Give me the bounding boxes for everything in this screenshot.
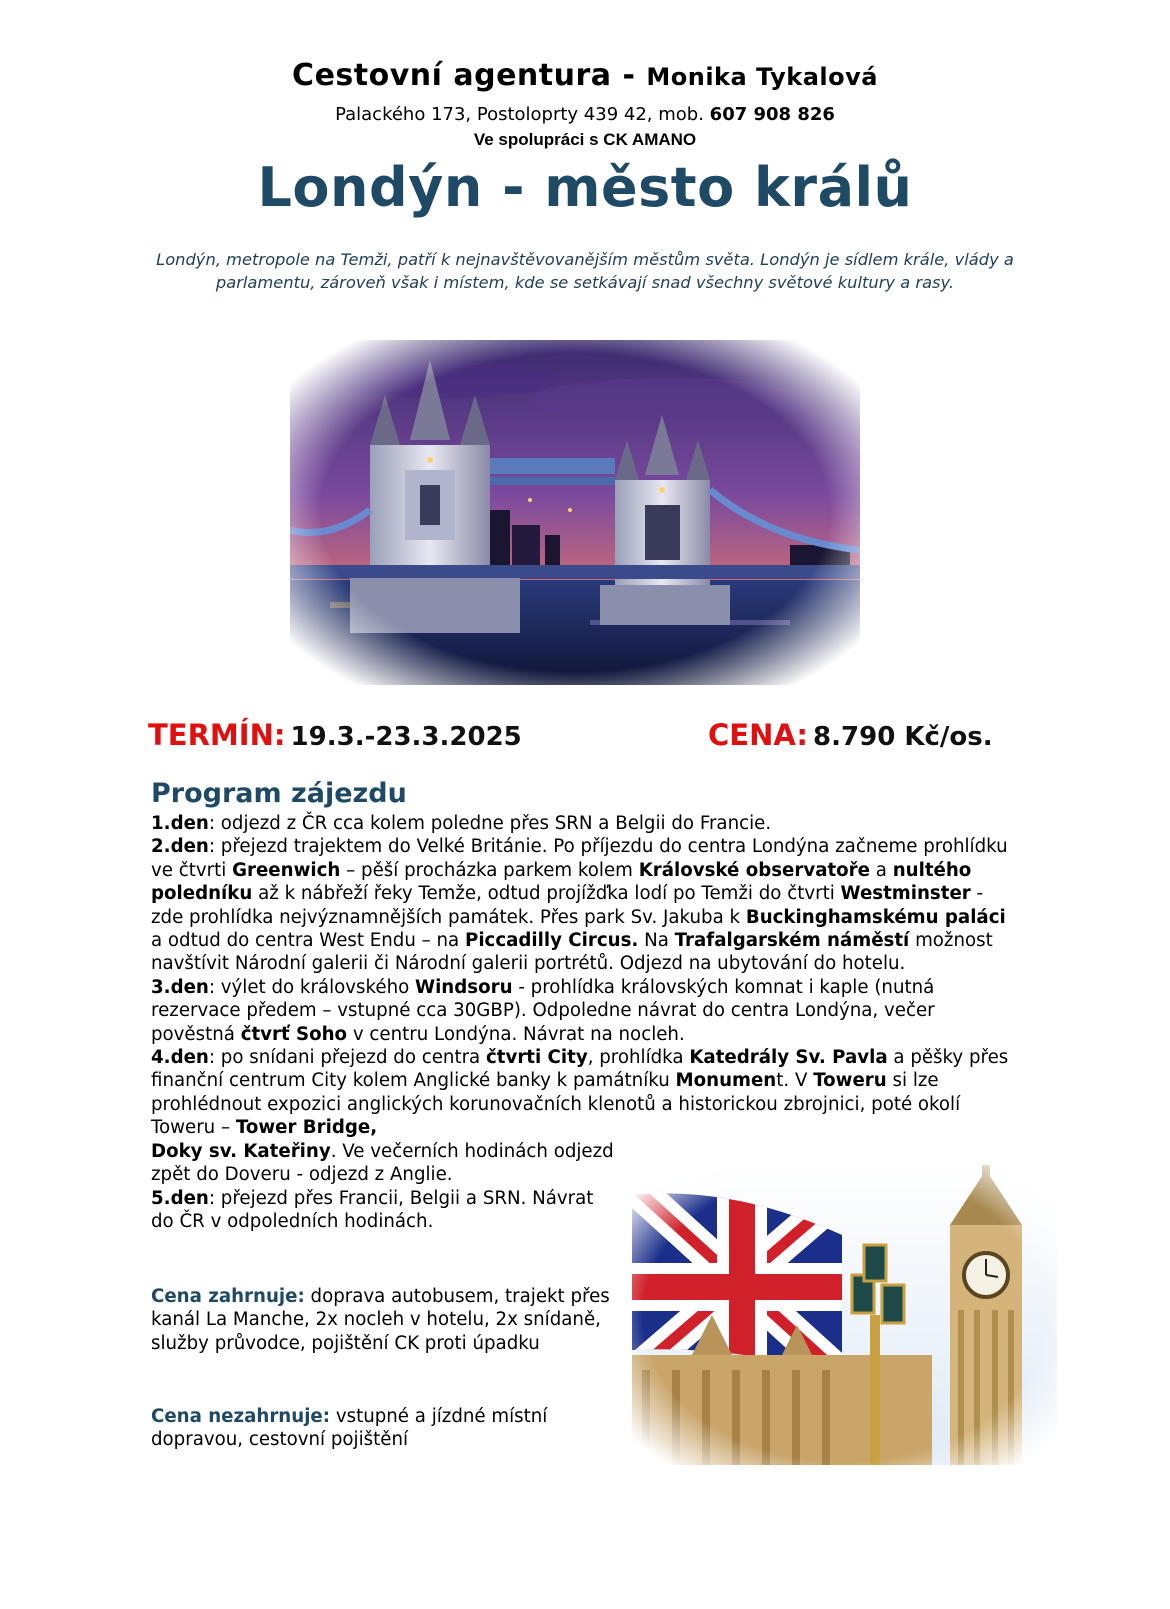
day-text: v centru Londýna. Návrat na nocleh. xyxy=(347,1023,685,1045)
highlight: Trafalgarském náměstí xyxy=(674,930,910,952)
day-label: 2.den xyxy=(151,836,209,858)
highlight: Greenwich xyxy=(232,859,341,881)
day-text: t. V xyxy=(776,1070,814,1092)
day-text: a xyxy=(869,859,893,881)
program-heading: Program zájezdu xyxy=(151,778,407,809)
day-text: a odtud do centra West Endu – na xyxy=(151,930,465,952)
includes-text: doprava autobusem, trajekt přes kanál La Manche, 2x nocleh v hotelu, 2x snídaně, služby průvodce, pojištění CK proti úpadku xyxy=(151,1286,610,1354)
price-label: CENA: xyxy=(708,718,808,752)
program-day-4 xyxy=(151,1046,1021,1140)
price-value: 8.790 Kč/os. xyxy=(813,722,993,752)
address-text: Palackého 173, Postoloprty 439 42, mob. xyxy=(335,104,704,125)
program-day-1 xyxy=(151,812,1021,835)
day-text: – pěší procházka parkem kolem xyxy=(340,859,639,881)
day-text: : výlet do královského xyxy=(208,976,416,998)
term-row xyxy=(148,718,522,752)
highlight: Královské observatoře xyxy=(638,859,870,881)
day-text: : přejezd přes Francii, Belgii a SRN. Návrat do ČR v odpoledních hodinách. xyxy=(151,1187,594,1232)
partner-line: Ve spolupráci s CK AMANO xyxy=(473,130,697,149)
program-day-3 xyxy=(151,976,1021,1046)
tower-bridge-image xyxy=(290,340,860,685)
highlight: čtvrť Soho xyxy=(240,1023,348,1045)
program-day-4-cont xyxy=(151,1140,621,1187)
highlight: Doky sv. Kateřiny xyxy=(151,1140,331,1162)
price-excludes xyxy=(151,1405,611,1452)
excludes-text: vstupné a jízdné místní dopravou, cestovní pojištění xyxy=(151,1406,548,1451)
highlight: Piccadilly Circus. xyxy=(464,930,639,952)
intro-text: Londýn, metropole na Temži, patří k nejnavštěvovanějším městům světa. Londýn je sídlem krále, vlády a parlamentu, zároveň však i místem, kde se setkávají snad všechny světové kultury a rasy. xyxy=(156,250,1014,292)
highlight: Toweru xyxy=(813,1070,887,1092)
price-includes xyxy=(151,1285,611,1355)
day-text: : přejezd trajektem do Velké Británie. Po příjezdu do centra Londýna začneme prohlídku ve čtvrti xyxy=(151,836,1008,881)
highlight: čtvrti City xyxy=(485,1047,588,1069)
day-label: 3.den xyxy=(151,976,209,998)
includes-label: Cena zahrnuje: xyxy=(151,1286,305,1307)
day-text: . Ve večerních hodinách odjezd zpět do Doveru - odjezd z Anglie. xyxy=(151,1140,614,1186)
page-title: Londýn - město králů xyxy=(257,156,913,219)
day-text: až k nábřeží řeky Temže, odtud projížďka lodí po Temži do čtvrti xyxy=(252,883,841,905)
highlight: Monumen xyxy=(675,1070,777,1092)
highlight: Windsoru xyxy=(415,976,513,998)
day-label: 1.den xyxy=(151,813,209,834)
excludes-label: Cena nezahrnuje: xyxy=(151,1406,331,1427)
phone-number: 607 908 826 xyxy=(709,104,835,125)
term-value: 19.3.-23.3.2025 xyxy=(290,722,522,752)
day-text: - zde prohlídka nejvýznamnějších památek. Přes park Sv. Jakuba k xyxy=(151,883,984,928)
highlight: Westminster xyxy=(840,883,971,905)
day-text: : po snídani přejezd do centra xyxy=(208,1047,486,1069)
program-day-2 xyxy=(151,835,1021,975)
program-day-5 xyxy=(151,1187,621,1234)
agency-label: Cestovní agentura - xyxy=(292,58,636,93)
highlight: nultého poledníku xyxy=(151,859,972,905)
address-line xyxy=(0,104,1170,125)
highlight: Tower Bridge, xyxy=(235,1117,378,1139)
owner-name: Monika Tykalová xyxy=(646,63,878,91)
highlight: Katedrály Sv. Pavla xyxy=(689,1047,888,1069)
day-text: Na xyxy=(638,930,675,952)
term-label: TERMÍN: xyxy=(148,718,286,752)
day-label: 4.den xyxy=(151,1047,209,1069)
price-row xyxy=(708,718,993,752)
london-flag-image xyxy=(632,1165,1057,1465)
day-text: možnost navštívit Národní galerii či Národní galerii portrétů. Odjezd na ubytování do hotelu. xyxy=(151,930,993,975)
day-text: , prohlídka xyxy=(587,1047,690,1069)
highlight: Buckinghamskému paláci xyxy=(745,906,1006,928)
day-text: : odjezd z ČR cca kolem poledne přes SRN a Belgii do Francie. xyxy=(208,813,772,834)
day-label: 5.den xyxy=(151,1187,209,1209)
day-text: si lze prohlédnout expozici anglických korunovačních klenotů a historickou zbrojnici, poté okolí Toweru – xyxy=(151,1070,961,1139)
day-text: - prohlídka královských komnat i kaple (nutná rezervace předem – vstupné cca 30GBP). Odpoledne návrat do centra Londýna, večer pověstná xyxy=(151,976,935,1045)
agency-name xyxy=(0,58,1170,93)
day-text: a pěšky přes finanční centrum City kolem Anglické banky k památníku xyxy=(151,1047,1009,1092)
